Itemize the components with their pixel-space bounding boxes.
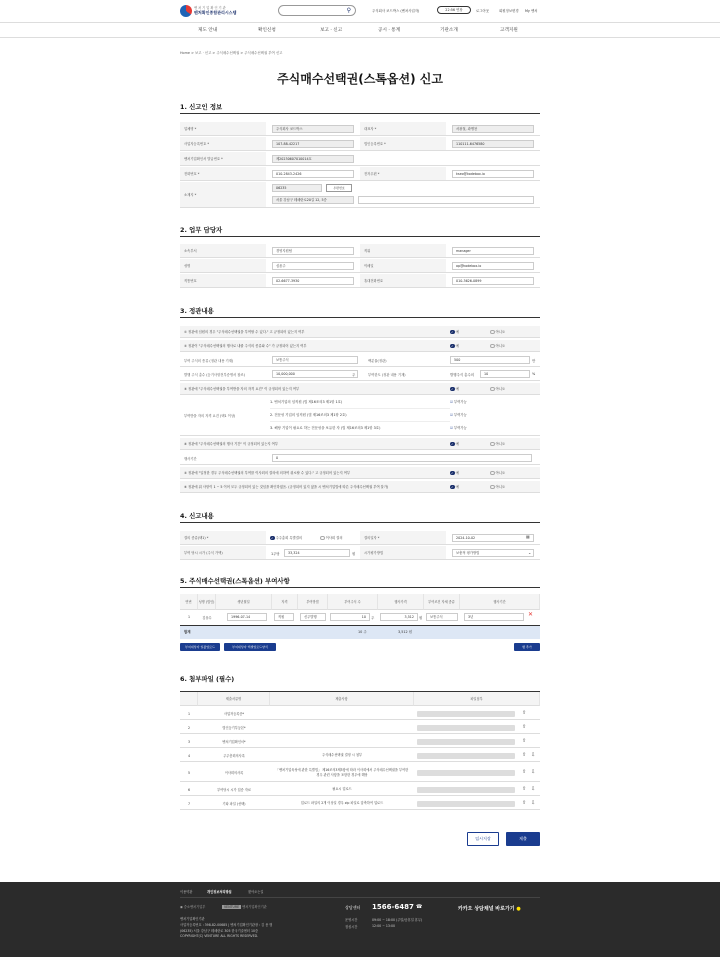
question-row	[180, 467, 540, 479]
checkbox-label: 부여가능	[454, 426, 467, 430]
row-number: 3	[187, 739, 191, 744]
shares-input[interactable]: 10	[330, 613, 370, 621]
column-header: 제출서류명	[198, 692, 270, 706]
column-header: 파일첨부	[414, 692, 540, 706]
download-icon[interactable]: ⇩	[531, 752, 536, 758]
issued-shares-input[interactable]: 10,000,000	[272, 370, 358, 378]
question-4: ④ 정관에 "주식매수선택권의 행사 기간" 이 규정되어 있는지 여부	[184, 442, 278, 446]
birth-date-input[interactable]: 1996-07-14	[227, 613, 267, 621]
row-number: 2	[187, 725, 191, 730]
question-row	[180, 481, 540, 493]
name-input[interactable]: 심윤주	[272, 262, 354, 270]
label-resolution-date: 결의일자 *	[360, 531, 446, 544]
column-header	[180, 692, 198, 706]
footer-logo-agency	[222, 904, 267, 909]
company-field: 주식회사 코드박스	[272, 125, 354, 133]
kakao-label: 카카오 상담채널 바로가기	[458, 906, 515, 912]
form-row	[180, 531, 540, 545]
label-corpno: 법인등록번호 *	[360, 137, 446, 150]
search-input[interactable]	[278, 5, 356, 16]
label-address: 소재지 *	[180, 182, 266, 207]
checkbox-icon: ☑	[450, 426, 453, 430]
radio-label: 아니오	[495, 330, 506, 334]
qualification-3: 3. 해당 기업이 필요로 하는 전문성을 보유한 자 (법 제16조의3 제1항 3호)	[270, 426, 381, 430]
question-row	[180, 340, 540, 352]
download-icon[interactable]: ⇩	[531, 800, 536, 806]
radio-label: 예	[455, 442, 459, 446]
q2-yes-radio[interactable]	[450, 343, 459, 348]
file-input[interactable]	[417, 787, 515, 793]
table-row	[180, 735, 540, 748]
unit-label: 원	[352, 552, 356, 556]
upload-icon[interactable]: ⇪	[522, 738, 527, 744]
document-note: 필요시 업로드	[332, 787, 352, 792]
radio-label: 이사회 결의	[325, 536, 343, 540]
radio-label: 아니오	[495, 485, 506, 489]
grant-limit-input[interactable]: 10	[480, 370, 530, 378]
label-ceo: 대표자 *	[360, 122, 446, 135]
nav-item-support[interactable]: 고객지원	[500, 28, 518, 33]
temp-save-button[interactable]: 임시저장	[467, 832, 499, 846]
upload-icon[interactable]: ⇪	[522, 800, 527, 806]
bizno-field: 107-88-42217	[272, 140, 354, 148]
radio-label: 예	[455, 330, 459, 334]
column-header: 생년월일	[216, 594, 272, 610]
question-row	[180, 383, 540, 395]
table-row	[180, 763, 540, 782]
q3-no-radio[interactable]	[490, 386, 505, 391]
footer-logo-text: 중소벤처기업부	[183, 905, 206, 909]
label-email: 이메일	[360, 259, 446, 272]
footer-logo-mss	[180, 904, 205, 909]
user-name: 주식회사 코드박스 (벤처사업자)	[372, 9, 420, 13]
unit-label: 주	[371, 616, 375, 620]
question-row	[180, 438, 540, 450]
label-issued-shares: 발행 주식 총수 (등기사항전부증명서 참조)	[180, 368, 266, 380]
qualification-group	[180, 396, 540, 436]
footer-agency: 벤처기업확인기관	[180, 917, 205, 921]
column-header: 성명 (법인)	[198, 594, 216, 610]
exercise-price-input[interactable]: 3,512	[380, 613, 418, 621]
divider	[180, 317, 540, 318]
label-grant-limit: 부여한도 (정관 내용 기재)	[364, 368, 448, 380]
radio-icon	[490, 387, 495, 392]
file-input[interactable]	[417, 725, 515, 731]
form-row	[180, 122, 540, 136]
value-prefix: 1주당	[271, 552, 280, 556]
cs-lunch-label: 점심시간	[345, 925, 358, 929]
column-header: 부여주식 수	[328, 594, 378, 610]
divider	[180, 522, 540, 523]
unit-label: %	[532, 372, 536, 376]
document-name: 벤처기업확인서*	[222, 740, 246, 744]
grant-method-select[interactable]: 신주발행	[300, 613, 326, 621]
footer-logo-text: 벤처기업확인기관	[242, 905, 267, 909]
mobile-input[interactable]: 010-3626-0899	[452, 277, 534, 285]
radio-icon	[490, 485, 495, 490]
table-row	[180, 707, 540, 720]
check-icon: ✓	[270, 535, 274, 540]
footer-biz-info: 사업자등록번호 : 398-82-00685 | 벤처기업확인기관장 : 김 용 범	[180, 923, 273, 927]
unit-label: 주	[352, 373, 356, 377]
file-input[interactable]	[417, 753, 515, 759]
qualification-2: 2. 전문성 기업의 임직원 (법 제16조의3 제1항 2호)	[270, 412, 450, 422]
breadcrumb: Home > 보고 · 신고 > 주식매수선택권 > 주식매수선택권 부여 신고	[180, 51, 283, 55]
checkbox-icon: ☑	[450, 400, 453, 404]
confirm-no-field: 제20230607010014호	[272, 155, 354, 163]
unit-label: 원	[419, 616, 423, 620]
ceo-field: 서광철, 곽병찬	[452, 125, 534, 133]
radio-label: 아니오	[495, 387, 506, 391]
check-icon: ✓	[450, 329, 454, 334]
column-header: 자격	[272, 594, 298, 610]
address-field: 서울 강남구 테헤란로20길 12, 5층	[272, 196, 354, 204]
label-direct-tel: 직통번호	[180, 274, 266, 287]
checkbox-label: 부여가능	[454, 400, 467, 404]
cs-phone: 1566-6487	[372, 903, 414, 911]
qualification-1: 1. 벤처기업의 임직원 (법 제16조의3 제1항 1호)	[270, 399, 450, 409]
radio-icon	[490, 442, 495, 447]
form-row	[180, 452, 540, 465]
radio-icon	[490, 471, 495, 476]
document-note: 업로드 파일의 2개 이상일 경우 zip 파일로 압축하여 업로드	[300, 801, 384, 806]
label-company: 업체명 *	[180, 122, 266, 135]
label-dept: 소속부서	[180, 244, 266, 257]
checkbox-icon: ☑	[450, 413, 453, 417]
divider	[180, 236, 540, 237]
document-name: 이사회의사록	[224, 771, 244, 775]
document-name: 부여당시 시가 입증 자료	[217, 788, 251, 792]
column-header: 제출사항	[270, 692, 414, 706]
document-note	[270, 735, 414, 748]
footer-copyright: COPYRIGHT(C) VENTURE ALL RIGHTS RESERVED.	[180, 934, 259, 938]
radio-label: 예	[455, 471, 459, 475]
label-name: 성명	[180, 259, 266, 272]
section-title-report: 4. 신고내용	[180, 512, 214, 520]
document-name: 주주총회의사록	[223, 754, 245, 758]
check-icon: ✓	[450, 441, 454, 446]
footer	[0, 882, 720, 957]
column-header: 연번	[180, 594, 198, 610]
radio-icon	[490, 344, 495, 349]
check-icon: ✓	[450, 386, 454, 391]
label-resolution-type: 결의 종류(택1) *	[180, 531, 266, 544]
section-title-grant: 5. 주식매수선택권(스톡옵션) 부여사항	[180, 577, 290, 585]
q5-yes-radio[interactable]	[450, 470, 459, 475]
cs-label: 상담센터	[345, 905, 361, 910]
column-header: 행사기간	[460, 594, 540, 610]
label-ratio: 백분율(정관)	[364, 354, 448, 366]
resolution-date-input[interactable]: 2024-10-02	[452, 534, 534, 542]
file-input[interactable]	[417, 770, 515, 776]
exercise-period-cell-input[interactable]: 3년	[464, 613, 524, 621]
section-title-articles: 3. 정관내용	[180, 307, 214, 315]
search-icon[interactable]: ⚲	[346, 7, 351, 14]
form-row	[180, 368, 540, 381]
table-row	[180, 721, 540, 734]
label-confirm-no: 벤처기업확인서 발급번호 *	[180, 152, 266, 165]
add-row-button[interactable]: 행 추가	[514, 643, 540, 651]
kakao-link[interactable]	[458, 905, 521, 912]
form-row	[180, 167, 540, 181]
radio-label: 아니오	[495, 471, 506, 475]
qualification-select[interactable]: 직원	[274, 613, 294, 621]
column-header: 행사가격	[378, 594, 424, 610]
document-name: 사업자등록증*	[223, 712, 245, 716]
cs-lunch: 12:00 ~ 13:00	[372, 924, 396, 928]
question-row	[180, 326, 540, 338]
submit-button[interactable]: 제출	[506, 832, 540, 846]
nav-item-apply[interactable]: 확인신청	[258, 28, 276, 33]
document-name: 기타 파일 (선택)	[222, 802, 246, 806]
kakao-talk-icon: ●	[516, 906, 521, 912]
limit-prefix-label: 발행주식 총수의	[450, 373, 475, 377]
email-input[interactable]: kseo@kodebox.io	[452, 170, 534, 178]
tel-input[interactable]: 010-2843-2426	[272, 170, 354, 178]
logo-subtitle: 벤 처 기 업 확 인 기 관	[194, 6, 226, 10]
document-name: 법인등기부등본*	[222, 726, 246, 730]
document-note	[270, 707, 414, 720]
table-row	[180, 749, 540, 762]
top-bar	[0, 0, 720, 22]
total-price: 3,512 원	[398, 630, 413, 634]
check-icon: ✓	[450, 470, 454, 475]
file-input[interactable]	[417, 739, 515, 745]
footer-address: (06235) 서울 강남구 테헤란로 305 한국기술센터 10층	[180, 929, 259, 933]
calendar-icon[interactable]: ▦	[526, 534, 530, 539]
radio-icon	[490, 330, 495, 335]
form-row	[180, 244, 540, 258]
q3-yes-radio[interactable]	[450, 386, 459, 391]
nav-item-about[interactable]: 기관소개	[440, 28, 458, 33]
question-3: ③ 정관에 "주식매수선택권을 부여받을 자의 자격 요건" 이 규정되어 있는지 여부	[184, 387, 300, 391]
divider	[180, 897, 540, 898]
qualification-1-checkbox[interactable]	[450, 399, 467, 404]
file-input[interactable]	[417, 801, 515, 807]
file-input[interactable]	[417, 711, 515, 717]
table-row	[180, 797, 540, 810]
label-tel: 전화번호 *	[180, 167, 266, 180]
dept-input[interactable]: 경영지원팀	[272, 247, 354, 255]
logout-link[interactable]: 로그아웃	[476, 9, 490, 13]
form-row	[180, 137, 540, 151]
resolution-board-radio[interactable]	[320, 535, 343, 540]
manager-email-input[interactable]: op@kodebox.io	[452, 262, 534, 270]
footer-directions-link[interactable]: 찾아오는길	[248, 890, 264, 894]
unit-label: 만	[532, 359, 536, 363]
table-cell: 1	[187, 615, 191, 619]
label-exercise-period: 행사기간	[180, 452, 266, 464]
form-row	[180, 152, 540, 166]
my-venture-link[interactable]: My 벤처	[525, 9, 538, 13]
member-info-link[interactable]: 회원정보변경	[499, 9, 519, 13]
excel-template-button[interactable]: 부여대상자 엑셀업로드양식	[224, 643, 276, 651]
radio-label: 예	[455, 344, 459, 348]
grant-table	[180, 594, 540, 640]
resolution-shareholders-radio[interactable]	[270, 535, 302, 540]
check-icon: ✓	[450, 484, 454, 489]
grant-condition-select[interactable]: 보통주식	[426, 613, 458, 621]
nav-item-guide[interactable]: 제도 안내	[198, 28, 218, 33]
q4-no-radio[interactable]	[490, 441, 505, 446]
label-valuation-method: 시가평가방법	[360, 546, 446, 559]
form-row	[180, 354, 540, 367]
label-bizno: 사업자등록번호 *	[180, 137, 266, 150]
form-row	[180, 259, 540, 273]
radio-label: 아니오	[495, 344, 506, 348]
row-number: 6	[187, 787, 191, 792]
total-label: 합계	[184, 630, 191, 634]
question-1: ① 정관에 임원의 경우 "주식매수선택권을 부여할 수 있다." 고 규정되어 있는지 여부	[184, 330, 305, 334]
q4-yes-radio[interactable]	[450, 441, 459, 446]
label-mobile: 휴대전화번호	[360, 274, 446, 287]
table-row	[180, 783, 540, 796]
phone-icon: ☎	[416, 904, 423, 910]
grantee-name[interactable]: 김웅수	[202, 615, 212, 620]
radio-label: 예	[455, 485, 459, 489]
download-icon[interactable]: ⇩	[531, 786, 536, 792]
form-row	[180, 182, 540, 208]
total-shares: 10 주	[358, 630, 367, 634]
logo-title: 벤처확인종합관리시스템	[194, 10, 237, 15]
q5-no-radio[interactable]	[490, 470, 505, 475]
qualification-2-checkbox[interactable]	[450, 412, 467, 417]
section-title-manager: 2. 업무 담당자	[180, 226, 223, 234]
radio-label: 아니오	[495, 442, 506, 446]
ratio-input[interactable]: 500	[450, 356, 530, 364]
direct-tel-input[interactable]: 02-6677-3930	[272, 277, 354, 285]
question-6: ⑥ 정관에 위 사항이 1 ~ 5 이어 모두 규정되어 있는 것임을 확인하였음. (규정되어 있지 않을 시 벤처기업법에 따른 주식매수선택권 부여 불가)	[184, 485, 389, 489]
section-title-applicant: 1. 신고인 정보	[180, 103, 223, 111]
q6-yes-radio[interactable]	[450, 484, 459, 489]
document-note	[270, 721, 414, 734]
main-nav	[0, 22, 720, 38]
check-icon: ✓	[450, 343, 454, 348]
form-row	[180, 546, 540, 560]
delete-row-icon[interactable]: ✕	[528, 611, 534, 618]
government-emblem-icon: ◉	[180, 905, 183, 909]
column-header: 부여방법	[298, 594, 328, 610]
row-number: 4	[187, 753, 191, 758]
footer-terms-link[interactable]: 이용약관	[180, 890, 193, 894]
document-note: 주식매수선택권 결정 시 첨부	[322, 753, 362, 758]
upload-icon[interactable]: ⇪	[522, 769, 527, 775]
logo-mark-icon	[180, 5, 192, 17]
market-value-input[interactable]: 33,324	[284, 549, 350, 557]
page-title: 주식매수선택권(스톡옵션) 신고	[277, 72, 443, 86]
nav-item-report[interactable]: 보고 · 신고	[320, 28, 343, 33]
label-market-value: 부여 당시 시가 (주식 가액)	[180, 546, 266, 559]
footer-privacy-link[interactable]: 개인정보처리방침	[207, 890, 232, 894]
row-number: 5	[187, 770, 191, 775]
venture-logo-icon: VENTURE	[224, 905, 240, 909]
chevron-down-icon: ⌄	[528, 550, 532, 555]
question-2: ② 정관이 "주식매수선택권의 행사로 내줄 주식의 종류와 수" 가 규정되어 있는지 여부	[184, 344, 307, 348]
download-icon[interactable]: ⇩	[531, 769, 536, 775]
radio-label: 주주총회 특별결의	[275, 536, 303, 540]
row-number: 1	[187, 711, 191, 716]
row-number: 7	[187, 801, 191, 806]
cs-hours-label: 운영시간	[345, 918, 358, 922]
upload-icon[interactable]: ⇪	[522, 710, 527, 716]
form-row	[180, 274, 540, 288]
position-input[interactable]: manager	[452, 247, 534, 255]
q2-no-radio[interactable]	[490, 343, 505, 348]
divider	[180, 587, 540, 588]
label-stock-kind: 부여 주식의 종류 (정관 내용 기재)	[180, 354, 266, 366]
zip-search-button[interactable]: 우편번호	[326, 184, 352, 192]
checkbox-label: 부여가능	[454, 413, 467, 417]
corpno-field: 110111-6476580	[452, 140, 534, 148]
qualification-3-checkbox[interactable]	[450, 425, 467, 430]
divider	[180, 113, 540, 114]
upload-icon[interactable]: ⇪	[522, 786, 527, 792]
exercise-period-input[interactable]: 0	[272, 454, 532, 462]
zip-field: 06235	[272, 184, 322, 192]
column-header: 부여조건 자체 종류	[424, 594, 460, 610]
label-position: 직위	[360, 244, 446, 257]
label-qualification: 부여받을 자의 자격 요건 (택1 이상)	[180, 396, 266, 435]
address-detail-input[interactable]	[358, 196, 534, 204]
radio-label: 예	[455, 387, 459, 391]
valuation-method-select[interactable]: 보충적 평가방법	[452, 549, 534, 557]
label-email: 전자우편 *	[360, 167, 446, 180]
upload-icon[interactable]: ⇪	[522, 724, 527, 730]
upload-icon[interactable]: ⇪	[522, 752, 527, 758]
site-logo[interactable]	[180, 4, 237, 18]
nav-item-stats[interactable]: 공시 · 통계	[378, 28, 401, 33]
question-5: ⑤ 정관에 "일정한 경우 주식매수선택권의 부여를 이사회의 결의에 의하여 취소할 수 있다." 고 규정되어 있는지 여부	[184, 471, 351, 475]
q6-no-radio[interactable]	[490, 484, 505, 489]
radio-icon	[320, 536, 325, 541]
document-note: 「벤처기업육성에 관한 특별법」 제16조의3제3항에 따라 이사회에서 주식매수선택권을 부여한 경우 관련 사항을 포함한 경우에 해당	[275, 768, 409, 777]
stock-kind-input[interactable]: 보통주식	[272, 356, 358, 364]
q1-no-radio[interactable]	[490, 329, 505, 334]
cs-hours: 09:00 ~ 18:00 (주말/공휴일 휴무)	[372, 918, 423, 922]
q1-yes-radio[interactable]	[450, 329, 459, 334]
bulk-upload-button[interactable]: 부여대상자 일괄업로드	[180, 643, 220, 651]
session-timer-button[interactable]: 22:56 연장	[437, 6, 471, 14]
section-title-attachments: 6. 첨부파일 (필수)	[180, 675, 235, 683]
